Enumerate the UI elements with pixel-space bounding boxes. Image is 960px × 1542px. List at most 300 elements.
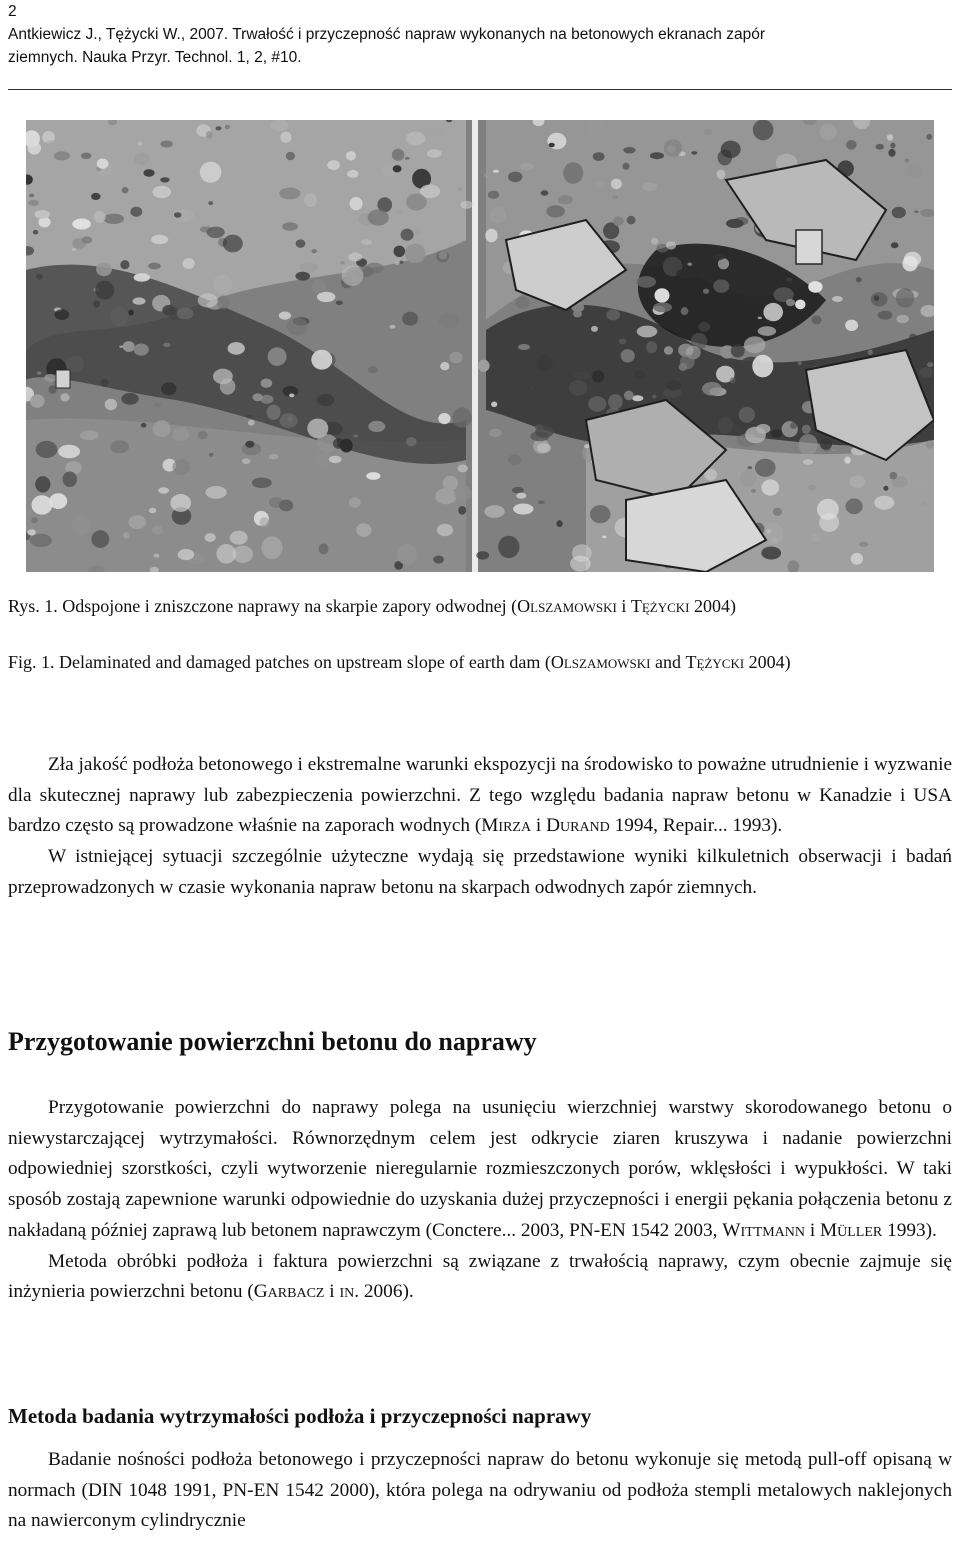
- photo-texture-shape: [33, 230, 38, 235]
- photo-texture-shape: [152, 526, 163, 535]
- photo-texture-shape: [220, 378, 236, 394]
- photo-texture-shape: [761, 547, 781, 560]
- photo-texture-shape: [713, 279, 729, 292]
- photo-texture-shape: [536, 355, 553, 372]
- photo-texture-shape: [225, 125, 230, 130]
- photo-texture-shape: [808, 485, 816, 491]
- photo-texture-shape: [811, 534, 821, 543]
- photo-texture-shape: [718, 417, 733, 433]
- photo-texture-shape: [927, 362, 933, 367]
- photo-texture-shape: [105, 399, 117, 411]
- photo-texture-shape: [154, 554, 160, 558]
- photo-texture-shape: [133, 297, 146, 304]
- photo-texture-shape: [513, 504, 533, 515]
- photo-texture-shape: [368, 209, 389, 225]
- photo-texture-shape: [165, 450, 175, 458]
- section2-heading: Przygotowanie powierzchni betonu do naprawy: [8, 1027, 537, 1056]
- photo-texture-shape: [537, 443, 551, 453]
- photo-texture-shape: [889, 472, 897, 480]
- photo-texture-shape: [356, 523, 371, 537]
- section3-body: [8, 1445, 952, 1537]
- photo-texture-shape: [878, 311, 893, 320]
- photo-texture-shape: [120, 260, 129, 269]
- photo-texture-shape: [287, 317, 308, 335]
- photo-texture-shape: [642, 182, 657, 191]
- photo-texture-shape: [101, 379, 109, 387]
- photo-texture-shape: [161, 382, 176, 395]
- photo-texture-shape: [874, 295, 880, 301]
- photo-texture-shape: [484, 173, 492, 178]
- photo-texture-shape: [55, 309, 70, 320]
- photo-texture-shape: [151, 235, 168, 244]
- photo-texture-shape: [207, 227, 225, 238]
- photo-texture-shape: [43, 140, 59, 155]
- photo-texture-shape: [602, 536, 606, 539]
- photo-texture-shape: [623, 147, 635, 153]
- photo-texture-shape: [612, 196, 618, 199]
- photo-texture-shape: [820, 438, 832, 450]
- photo-texture-shape: [60, 393, 69, 401]
- photo-texture-shape: [143, 169, 154, 177]
- photo-texture-shape: [803, 459, 813, 465]
- photo-texture-shape: [110, 440, 129, 453]
- photo-texture-shape: [158, 487, 169, 493]
- photo-texture-shape: [346, 151, 356, 160]
- photo-texture-shape: [280, 132, 291, 143]
- section2-paragraph1: Przygotowanie powierzchni do naprawy polega na usunięciu wierzchniej warstwy skorodowanego betonu o niewystarczającej wytrzymałości. Równorzędnym celem jest odkrycie ziaren kruszywa i nadanie powierzchni odpowiedniej szorstkości, czyli wytworzenie nieregularnie rozmieszczonych porów, wklęsłości i wypukłości. W taki sposób zostają zapewnione warunki odpowiednie do uzyskania dużej przyczepności i energii pękania połączenia betonu z nakładaną później zaprawą lub betonem naprawczym (Conctere... 2003, PN-EN 1542 2003, Wittmann i Müller 1993).: [8, 1097, 952, 1241]
- photo-texture-shape: [327, 160, 340, 170]
- photo-texture-shape: [786, 299, 795, 306]
- photo-texture-shape: [28, 142, 42, 155]
- photo-texture-shape: [773, 508, 782, 516]
- photo-texture-shape: [569, 380, 587, 396]
- photo-texture-shape: [121, 393, 138, 405]
- photo-texture-shape: [213, 275, 233, 294]
- caption-pl-lead: Rys. 1. Odspojone i zniszczone naprawy na skarpie zapory odwodnej (: [8, 596, 518, 616]
- photo-texture-shape: [311, 350, 332, 370]
- photo-texture-shape: [413, 227, 421, 234]
- photo-texture-shape: [871, 292, 888, 306]
- photo-texture-shape: [669, 336, 675, 341]
- section3-paragraph1: Badanie nośności podłoża betonowego i przyczepności napraw do betonu wykonuje się metodą pull-off opisaną w normach (DIN 1048 1991, PN-EN 1542 2000), która polega na odrywaniu od podłoża stempli metalowych naklejonych na nawierconym cylindrycznie: [8, 1449, 952, 1532]
- photo-texture-shape: [154, 403, 161, 408]
- photo-texture-shape: [174, 212, 182, 218]
- photo-texture-shape: [72, 219, 91, 230]
- photo-texture-shape: [438, 413, 450, 424]
- photo-texture-shape: [655, 288, 670, 302]
- ref-et-al: in: [339, 1281, 355, 1303]
- photo-texture-shape: [348, 253, 362, 262]
- photo-texture-shape: [887, 134, 893, 140]
- photo-texture-shape: [752, 355, 773, 378]
- photo-texture-shape: [29, 194, 34, 198]
- photo-texture-shape: [317, 394, 334, 406]
- photo-texture-shape: [366, 472, 380, 480]
- photo-texture-shape: [63, 471, 77, 487]
- caption-pl-mid: i: [616, 596, 631, 616]
- ref-author: Durand: [546, 815, 610, 837]
- photo-texture-shape: [876, 144, 884, 150]
- photo-texture-shape: [472, 120, 478, 572]
- photo-texture-shape: [556, 520, 562, 527]
- photo-texture-shape: [892, 207, 906, 219]
- photo-texture-shape: [646, 341, 657, 353]
- photo-texture-shape: [103, 214, 124, 224]
- caption-pl-author2: Tężycki: [630, 596, 690, 616]
- photo-texture-shape: [498, 536, 519, 558]
- photo-texture-shape: [726, 219, 744, 228]
- photo-texture-shape: [918, 480, 924, 486]
- photo-texture-shape: [279, 312, 291, 320]
- photo-texture-shape: [653, 302, 672, 312]
- photo-texture-shape: [902, 256, 917, 271]
- photo-texture-shape: [731, 344, 745, 357]
- photo-texture-shape: [730, 377, 736, 383]
- photo-texture-shape: [35, 476, 50, 492]
- photo-texture-shape: [37, 372, 41, 375]
- photo-texture-shape: [58, 445, 80, 459]
- photo-texture-shape: [590, 505, 611, 523]
- photo-texture-shape: [508, 172, 522, 183]
- photo-texture-shape: [397, 544, 417, 565]
- photo-texture-shape: [342, 265, 364, 286]
- section1-body: [8, 750, 952, 904]
- photo-texture-shape: [394, 246, 406, 257]
- photo-texture-shape: [856, 277, 862, 282]
- photo-texture-shape: [905, 159, 909, 163]
- photo-texture-shape: [149, 508, 156, 514]
- photo-texture-shape: [623, 163, 630, 170]
- photo-texture-shape: [30, 394, 45, 408]
- photo-texture-shape: [680, 355, 695, 370]
- photo-texture-shape: [748, 466, 753, 469]
- photo-texture-shape: [634, 370, 645, 379]
- photo-texture-shape: [764, 320, 771, 324]
- photo-texture-shape: [691, 151, 697, 155]
- photo-texture-shape: [123, 341, 135, 352]
- photo-texture-shape: [594, 182, 606, 189]
- photo-texture-shape: [329, 456, 342, 463]
- photo-texture-shape: [198, 293, 218, 307]
- photo-texture-shape: [248, 420, 255, 426]
- page-number: 2: [8, 3, 17, 20]
- photo-texture-shape: [152, 186, 171, 198]
- ref-author: Garbacz: [253, 1281, 325, 1303]
- photo-texture-shape: [488, 191, 499, 199]
- photo-texture-shape: [390, 325, 396, 329]
- photo-texture-shape: [664, 346, 673, 354]
- photo-texture-shape: [32, 495, 53, 514]
- photo-texture-shape: [206, 486, 227, 499]
- photo-texture-shape: [573, 310, 582, 317]
- photo-texture-shape: [508, 454, 521, 465]
- photo-texture-shape: [740, 470, 756, 487]
- caption-en-author2: Tężycki: [685, 652, 745, 672]
- caption-en-tail: 2004): [744, 652, 791, 672]
- photo-texture-shape: [170, 494, 191, 512]
- photo-texture-shape: [208, 201, 213, 205]
- photo-texture-shape: [119, 346, 123, 348]
- photo-texture-shape: [97, 159, 109, 169]
- photo-texture-shape: [30, 534, 52, 547]
- photo-texture-shape: [921, 502, 926, 505]
- photo-texture-shape: [926, 440, 934, 448]
- figure-photo-damaged-patches: [26, 120, 934, 572]
- photo-texture-shape: [95, 281, 114, 300]
- photo-texture-shape: [608, 394, 623, 409]
- photo-texture-shape: [173, 427, 190, 441]
- photo-texture-shape: [458, 187, 462, 190]
- photo-texture-shape: [812, 315, 822, 324]
- photo-texture-shape: [844, 457, 850, 464]
- photo-texture-shape: [745, 427, 766, 444]
- photo-texture-shape: [478, 360, 490, 372]
- photo-texture-shape: [436, 250, 449, 262]
- photo-texture-shape: [289, 394, 294, 398]
- photo-illustration: [26, 120, 934, 572]
- photo-texture-shape: [896, 288, 914, 308]
- caption-en-lead: Fig. 1. Delaminated and damaged patches on upstream slope of earth dam (: [8, 652, 551, 672]
- photo-texture-shape: [512, 487, 524, 493]
- photo-texture-shape: [223, 235, 243, 253]
- photo-texture-shape: [535, 426, 554, 437]
- photo-texture-shape: [458, 506, 466, 515]
- photo-texture-shape: [676, 269, 695, 279]
- photo-texture-shape: [406, 194, 427, 211]
- photo-texture-shape: [246, 415, 252, 418]
- photo-texture-shape: [437, 524, 453, 536]
- photo-texture-shape: [36, 441, 58, 458]
- photo-texture-shape: [593, 152, 605, 161]
- photo-texture-shape: [261, 379, 273, 388]
- photo-texture-shape: [27, 529, 36, 535]
- photo-texture-shape: [632, 395, 643, 401]
- photo-texture-shape: [91, 530, 109, 548]
- photo-texture-shape: [484, 505, 504, 518]
- photo-texture-shape: [926, 134, 932, 140]
- section2-body: [8, 1093, 952, 1308]
- photo-texture-shape: [242, 458, 251, 464]
- photo-texture-shape: [458, 465, 468, 473]
- photo-texture-shape: [319, 544, 329, 555]
- caption-en-mid: and: [650, 652, 686, 672]
- photo-texture-shape: [134, 273, 150, 281]
- photo-texture-shape: [392, 149, 405, 161]
- photo-texture-shape: [228, 342, 245, 355]
- photo-texture-shape: [217, 296, 230, 309]
- photo-texture-shape: [336, 301, 343, 306]
- photo-texture-shape: [72, 516, 91, 536]
- photo-texture-shape: [130, 207, 142, 217]
- photo-texture-shape: [771, 429, 783, 437]
- section2-paragraph2: Metoda obróbki podłoża i faktura powierzchni są związane z trwałością naprawy, czym obecnie zajmuje się inżynieria powierzchni betonu (Garbacz i in. 2006).: [8, 1250, 952, 1303]
- photo-texture-shape: [613, 216, 624, 226]
- photo-texture-shape: [896, 315, 909, 323]
- photo-texture-shape: [758, 317, 762, 319]
- photo-texture-shape: [433, 556, 444, 564]
- photo-texture-shape: [405, 157, 410, 160]
- photo-texture-shape: [160, 177, 169, 182]
- photo-texture-shape: [406, 437, 416, 446]
- photo-texture-shape: [714, 254, 725, 260]
- caption-en-author1: Olszamowski: [550, 652, 651, 672]
- photo-texture-shape: [476, 551, 489, 559]
- photo-texture-shape: [286, 152, 295, 161]
- photo-texture-shape: [216, 544, 236, 564]
- photo-texture-shape: [245, 441, 254, 448]
- photo-texture-shape: [651, 238, 658, 245]
- photo-texture-shape: [520, 163, 533, 171]
- photo-texture-shape: [267, 405, 281, 420]
- photo-texture-shape: [206, 131, 213, 138]
- photo-texture-shape: [763, 303, 783, 321]
- photo-texture-shape: [460, 201, 473, 209]
- photo-texture-shape: [751, 489, 756, 493]
- photo-texture-shape: [832, 449, 836, 451]
- photo-texture-shape: [162, 305, 175, 316]
- photo-texture-shape: [890, 143, 895, 149]
- photo-texture-shape: [558, 195, 573, 204]
- photo-texture-shape: [312, 279, 326, 293]
- photo-texture-shape: [368, 366, 378, 373]
- photo-texture-shape: [808, 281, 822, 293]
- photo-texture-shape: [687, 263, 692, 266]
- photo-texture-shape: [721, 141, 741, 158]
- photo-texture-shape: [260, 517, 269, 527]
- photo-texture-shape: [744, 336, 766, 353]
- photo-texture-shape: [485, 229, 497, 242]
- photo-texture-shape: [427, 149, 442, 157]
- photo-texture-shape: [230, 531, 248, 545]
- photo-texture-shape: [650, 152, 664, 159]
- photo-texture-shape: [891, 242, 899, 248]
- photo-texture-shape: [717, 170, 726, 180]
- photo-texture-shape: [405, 244, 426, 264]
- photo-texture-shape: [347, 170, 358, 178]
- photo-texture-shape: [850, 475, 865, 488]
- photo-texture-shape: [452, 407, 471, 427]
- photo-texture-shape: [681, 307, 689, 315]
- photo-texture-shape: [138, 142, 142, 146]
- photo-texture-shape: [703, 289, 709, 294]
- photo-texture-shape: [349, 497, 361, 508]
- photo-texture-shape: [333, 438, 344, 449]
- photo-texture-shape: [666, 380, 680, 391]
- photo-texture-shape: [304, 193, 317, 207]
- photo-texture-shape: [134, 344, 149, 356]
- photo-texture-shape: [269, 454, 278, 460]
- photo-texture-shape: [94, 211, 106, 223]
- photo-texture-shape: [81, 153, 91, 159]
- photo-texture-shape: [874, 496, 894, 510]
- photo-texture-shape: [637, 326, 658, 338]
- photo-texture-shape: [592, 370, 604, 382]
- photo-texture-shape: [134, 152, 150, 165]
- photo-texture-shape: [36, 274, 43, 280]
- photo-texture-shape: [28, 200, 39, 206]
- photo-texture-shape: [312, 249, 317, 253]
- photo-texture-shape: [295, 272, 310, 281]
- photo-texture-shape: [851, 553, 863, 565]
- photo-texture-shape: [394, 260, 399, 265]
- section1-paragraph2: W istniejącej sytuacji szczególnie użyteczne wydają się przedstawione wyniki kilkuletnich obserwacji i badań przeprowadzonych w czasie wykonania napraw betonu na skarpach odwodnych zapór ziemnych.: [8, 846, 952, 898]
- photo-texture-shape: [541, 190, 549, 195]
- photo-texture-shape: [406, 131, 425, 145]
- photo-texture-shape: [205, 533, 216, 542]
- photo-texture-shape: [401, 229, 414, 241]
- photo-texture-shape: [153, 420, 171, 437]
- photo-texture-shape: [260, 395, 273, 404]
- photo-texture-shape: [636, 276, 656, 288]
- photo-texture-shape: [489, 429, 502, 437]
- photo-texture-shape: [820, 124, 837, 140]
- photo-texture-shape: [518, 344, 530, 350]
- photo-texture-shape: [491, 402, 497, 408]
- photo-texture-shape: [611, 179, 622, 190]
- photo-texture-shape: [396, 209, 404, 214]
- photo-texture-shape: [549, 143, 555, 148]
- figure-caption-en: [8, 647, 952, 678]
- photo-texture-shape: [666, 241, 676, 249]
- photo-texture-shape: [296, 239, 306, 247]
- photo-texture-shape: [606, 309, 620, 320]
- photo-texture-shape: [667, 145, 676, 153]
- photo-texture-shape: [80, 430, 99, 440]
- photo-texture-shape: [868, 349, 873, 355]
- photo-texture-shape: [424, 126, 444, 137]
- photo-texture-shape: [440, 362, 449, 370]
- photo-texture-shape: [570, 556, 591, 572]
- photo-texture-shape: [44, 374, 56, 382]
- photo-texture-shape: [72, 248, 77, 251]
- photo-texture-shape: [563, 162, 583, 184]
- photo-texture-shape: [439, 313, 460, 329]
- photo-texture-shape: [361, 239, 372, 245]
- photo-texture-shape: [252, 478, 272, 489]
- photo-texture-shape: [798, 361, 802, 365]
- photo-texture-shape: [530, 387, 534, 391]
- citation-line-1: Antkiewicz J., Tężycki W., 2007. Trwałość i przyczepność napraw wykonanych na betonowych ekranach zapór: [8, 26, 765, 43]
- photo-texture-shape: [454, 485, 472, 501]
- photo-texture-shape: [93, 300, 100, 307]
- header-rule: [8, 89, 952, 90]
- photo-texture-shape: [282, 222, 298, 231]
- photo-texture-shape: [163, 343, 170, 347]
- photo-texture-shape: [795, 300, 805, 310]
- ref-author: Müller: [820, 1219, 883, 1241]
- photo-texture-shape: [914, 269, 921, 273]
- photo-texture-shape: [393, 165, 402, 172]
- photo-texture-shape: [91, 193, 101, 200]
- photo-texture-shape: [845, 320, 858, 331]
- photo-texture-shape: [790, 422, 797, 429]
- photo-texture-shape: [846, 140, 857, 150]
- photo-texture-shape: [172, 459, 189, 475]
- photo-texture-shape: [129, 217, 140, 224]
- photo-texture-shape: [82, 237, 93, 244]
- photo-texture-shape: [141, 423, 147, 428]
- photo-texture-shape: [546, 205, 565, 217]
- photo-texture-shape: [591, 326, 598, 332]
- photo-texture-shape: [35, 210, 50, 219]
- photo-texture-shape: [909, 334, 917, 340]
- photo-texture-shape: [755, 459, 776, 477]
- section3-heading: Metoda badania wytrzymałości podłoża i przyczepności naprawy: [8, 1404, 592, 1428]
- photo-texture-shape: [627, 216, 636, 225]
- photo-texture-shape: [56, 370, 70, 388]
- photo-texture-shape: [799, 434, 818, 455]
- photo-texture-shape: [802, 425, 811, 434]
